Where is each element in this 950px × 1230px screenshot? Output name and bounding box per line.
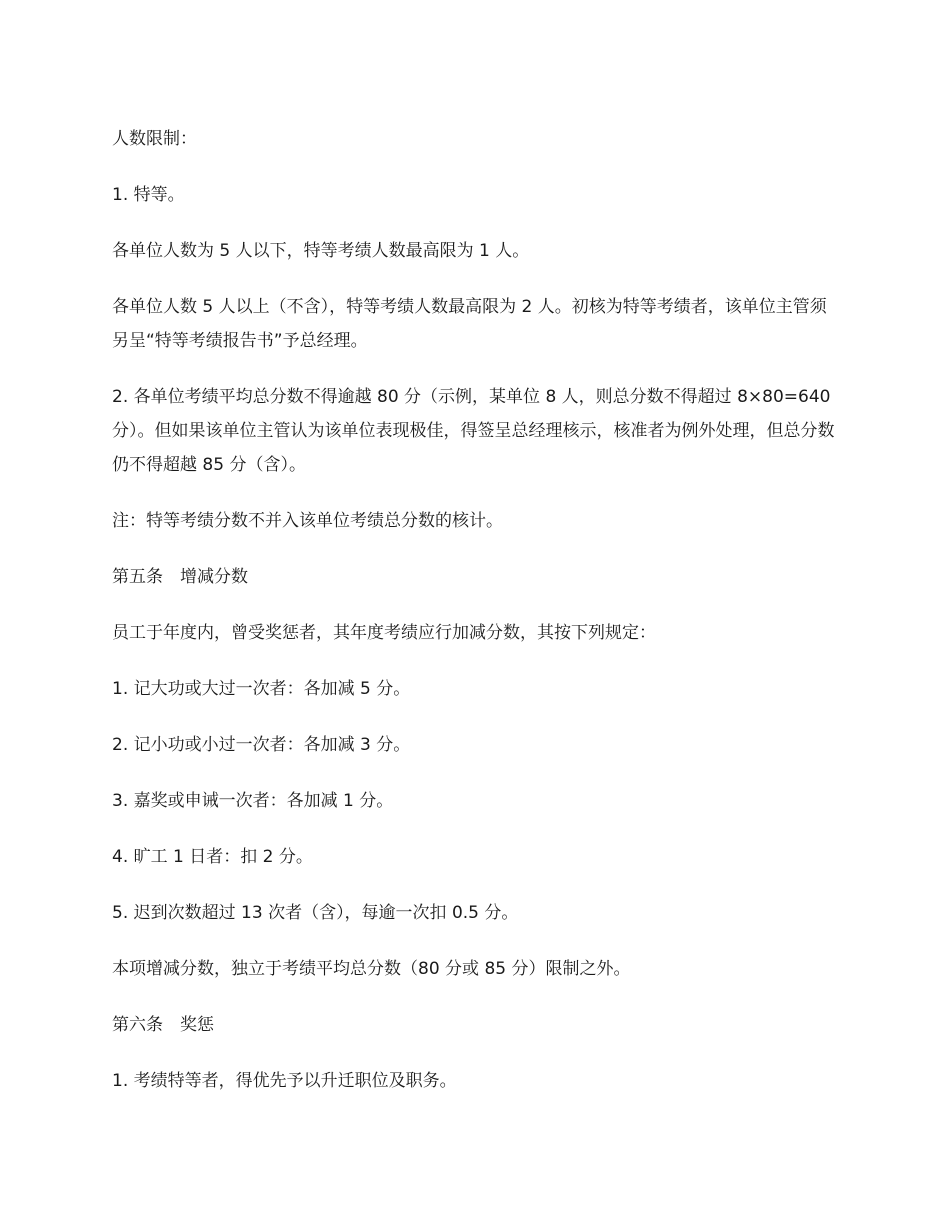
list-item-minor-merit: 2. 记小功或小过一次者：各加减 3 分。	[112, 735, 411, 755]
paragraph-adjust-intro: 员工于年度内，曾受奖惩者，其年度考绩应行加减分数，其按下列规定：	[112, 623, 656, 643]
article-six-title: 第六条 奖惩	[112, 1015, 214, 1035]
list-item-special-grade: 1. 特等。	[112, 185, 185, 205]
list-item-lateness: 5. 迟到次数超过 13 次者（含），每逾一次扣 0.5 分。	[112, 903, 519, 923]
paragraph-adjust-note: 本项增减分数，独立于考绩平均总分数（80 分或 85 分）限制之外。	[112, 959, 631, 979]
document-body	[112, 122, 842, 1120]
article-five-title: 第五条 增减分数	[112, 567, 248, 587]
heading-headcount-limit: 人数限制：	[112, 129, 197, 149]
paragraph-over-five: 各单位人数 5 人以上（不含），特等考绩人数最高限为 2 人。初核为特等考绩者，该单位主管须另呈“特等考绩报告书”予总经理。	[112, 297, 827, 351]
paragraph-under-five: 各单位人数为 5 人以下，特等考绩人数最高限为 1 人。	[112, 241, 530, 261]
list-item-absence: 4. 旷工 1 日者：扣 2 分。	[112, 847, 313, 867]
note-special-score: 注：特等考绩分数不并入该单位考绩总分数的核计。	[112, 511, 503, 531]
list-item-major-merit: 1. 记大功或大过一次者：各加减 5 分。	[112, 679, 411, 699]
list-item-commendation: 3. 嘉奖或申诫一次者：各加减 1 分。	[112, 791, 394, 811]
list-item-average-score: 2. 各单位考绩平均总分数不得逾越 80 分（示例，某单位 8 人，则总分数不得超过 8×80=640 分）。但如果该单位主管认为该单位表现极佳，得签呈总经理核示，核准者为例外处理，但总分数仍不得超越 85 分（含）。	[112, 387, 835, 475]
list-item-promotion: 1. 考绩特等者，得优先予以升迁职位及职务。	[112, 1071, 457, 1091]
